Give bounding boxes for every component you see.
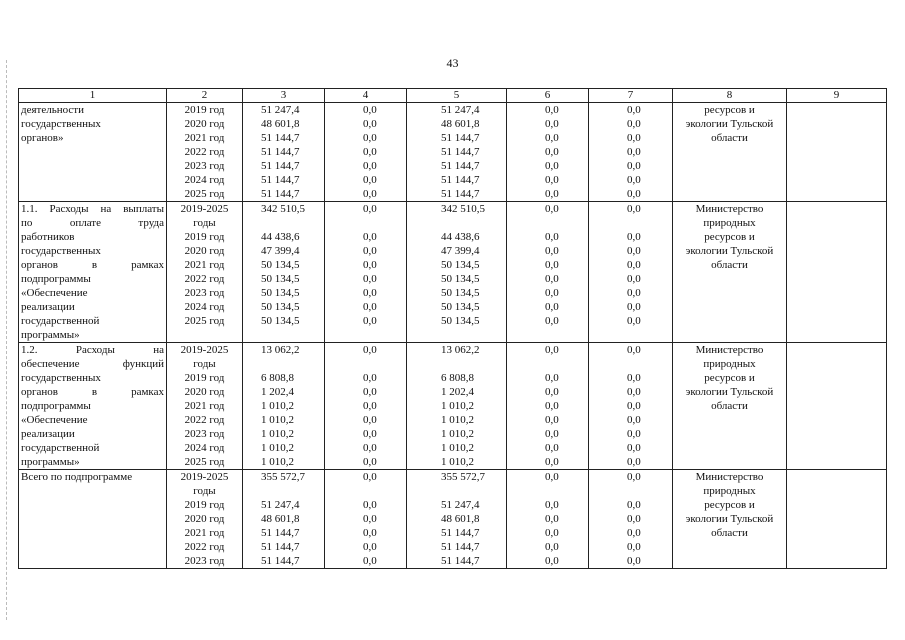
years-value: 2019 год bbox=[184, 231, 225, 243]
c4-value: 0,0 bbox=[363, 372, 377, 384]
row-name-line: государственной bbox=[21, 442, 100, 454]
header-col-5: 5 bbox=[407, 89, 507, 103]
c4-value: 0,0 bbox=[363, 428, 377, 440]
c6-value: 0,0 bbox=[545, 372, 559, 384]
years-value: 2020 год bbox=[184, 513, 225, 525]
c5-value: 50 134,5 bbox=[441, 315, 480, 327]
c4-value: 0,0 bbox=[363, 174, 377, 186]
c7-value: 0,0 bbox=[627, 287, 641, 299]
executor-line: области bbox=[711, 259, 748, 271]
years-value: 2022 год bbox=[184, 146, 225, 158]
local-funding-cell bbox=[507, 470, 589, 569]
c4-value bbox=[363, 484, 404, 498]
header-col-9: 9 bbox=[787, 89, 887, 103]
c6-value: 0,0 bbox=[545, 287, 559, 299]
executor-line: экологии Тульской bbox=[685, 386, 774, 398]
c7-value: 0,0 bbox=[627, 428, 641, 440]
c3-value: 51 144,7 bbox=[261, 541, 300, 553]
c3-value: 50 134,5 bbox=[261, 287, 300, 299]
c6-value: 0,0 bbox=[545, 104, 559, 116]
c7-value: 0,0 bbox=[627, 344, 641, 356]
years-value: 2021 год bbox=[184, 259, 225, 271]
c4-value: 0,0 bbox=[363, 527, 377, 539]
c6-value: 0,0 bbox=[545, 245, 559, 257]
executor-line: области bbox=[711, 400, 748, 412]
row-name-line: государственной bbox=[21, 315, 100, 327]
c7-value: 0,0 bbox=[627, 104, 641, 116]
executor-line: Министерство bbox=[695, 203, 764, 215]
c6-value bbox=[545, 216, 586, 230]
c3-value: 51 247,4 bbox=[261, 499, 300, 511]
c5-value: 50 134,5 bbox=[441, 273, 480, 285]
federal-funding-cell bbox=[325, 103, 407, 202]
c6-value: 0,0 bbox=[545, 118, 559, 130]
c6-value: 0,0 bbox=[545, 428, 559, 440]
years-value: 2024 год bbox=[184, 442, 225, 454]
c6-value: 0,0 bbox=[545, 414, 559, 426]
header-col-8: 8 bbox=[673, 89, 787, 103]
years-value: 2025 год bbox=[184, 315, 225, 327]
c4-value: 0,0 bbox=[363, 555, 377, 567]
c3-value: 1 010,2 bbox=[261, 456, 294, 468]
c7-value: 0,0 bbox=[627, 442, 641, 454]
years-value: годы bbox=[193, 485, 216, 497]
c5-value: 47 399,4 bbox=[441, 245, 480, 257]
c3-value: 50 134,5 bbox=[261, 315, 300, 327]
notes-cell bbox=[787, 470, 887, 569]
c7-value: 0,0 bbox=[627, 259, 641, 271]
period-cell bbox=[167, 202, 243, 343]
executor-line: природных bbox=[703, 217, 756, 229]
table-body bbox=[19, 103, 887, 569]
c4-value: 0,0 bbox=[363, 400, 377, 412]
c5-value bbox=[441, 216, 504, 230]
c4-value: 0,0 bbox=[363, 541, 377, 553]
years-value: 2021 год bbox=[184, 132, 225, 144]
c6-value: 0,0 bbox=[545, 344, 559, 356]
row-name-line: государственных bbox=[21, 118, 101, 130]
c7-value: 0,0 bbox=[627, 273, 641, 285]
c7-value: 0,0 bbox=[627, 231, 641, 243]
c7-value: 0,0 bbox=[627, 414, 641, 426]
total-funding-cell bbox=[243, 470, 325, 569]
page-number: 43 bbox=[446, 56, 459, 70]
regional-funding-cell bbox=[407, 343, 507, 470]
header-col-2: 2 bbox=[167, 89, 243, 103]
c4-value: 0,0 bbox=[363, 344, 377, 356]
executor-line: Министерство bbox=[695, 471, 764, 483]
c5-value: 1 010,2 bbox=[441, 414, 474, 426]
extra-funding-cell bbox=[589, 103, 673, 202]
c3-value: 50 134,5 bbox=[261, 259, 300, 271]
c4-value: 0,0 bbox=[363, 414, 377, 426]
c3-value: 51 144,7 bbox=[261, 174, 300, 186]
c6-value: 0,0 bbox=[545, 315, 559, 327]
years-value: 2021 год bbox=[184, 527, 225, 539]
years-value: 2022 год bbox=[184, 414, 225, 426]
row-name-line: государственных bbox=[21, 245, 101, 257]
row-name-line: 1.1. Расходы на выплаты bbox=[21, 203, 164, 215]
c7-value: 0,0 bbox=[627, 188, 641, 200]
executor-line: экологии Тульской bbox=[685, 513, 774, 525]
header-col-3: 3 bbox=[243, 89, 325, 103]
c3-value: 51 247,4 bbox=[261, 104, 300, 116]
row-name-line: реализации bbox=[21, 301, 75, 313]
c7-value: 0,0 bbox=[627, 499, 641, 511]
c7-value: 0,0 bbox=[627, 386, 641, 398]
row-name-line: деятельности bbox=[21, 104, 84, 116]
c7-value: 0,0 bbox=[627, 372, 641, 384]
c3-value: 355 572,7 bbox=[261, 471, 305, 483]
executor-line: области bbox=[711, 132, 748, 144]
c5-value: 13 062,2 bbox=[441, 344, 480, 356]
c3-value: 6 808,8 bbox=[261, 372, 294, 384]
c3-value: 1 202,4 bbox=[261, 386, 294, 398]
c5-value: 50 134,5 bbox=[441, 301, 480, 313]
executor-line: Министерство bbox=[695, 344, 764, 356]
c3-value: 44 438,6 bbox=[261, 231, 300, 243]
c7-value: 0,0 bbox=[627, 132, 641, 144]
row-name-line: работников bbox=[21, 231, 75, 243]
row-name-cell bbox=[19, 103, 167, 202]
c5-value: 51 144,7 bbox=[441, 146, 480, 158]
c5-value bbox=[441, 357, 504, 371]
c6-value: 0,0 bbox=[545, 456, 559, 468]
c3-value: 342 510,5 bbox=[261, 203, 305, 215]
c6-value: 0,0 bbox=[545, 203, 559, 215]
row-name-line: органов» bbox=[21, 132, 64, 144]
c5-value: 1 202,4 bbox=[441, 386, 474, 398]
row-name-line: подпрограммы bbox=[21, 273, 91, 285]
c4-value: 0,0 bbox=[363, 513, 377, 525]
row-name-line: органов в рамках bbox=[21, 386, 164, 398]
row-name-line: «Обеспечение bbox=[21, 287, 88, 299]
c3-value: 48 601,8 bbox=[261, 118, 300, 130]
c3-value: 48 601,8 bbox=[261, 513, 300, 525]
federal-funding-cell bbox=[325, 343, 407, 470]
years-value: 2024 год bbox=[184, 301, 225, 313]
c4-value: 0,0 bbox=[363, 386, 377, 398]
local-funding-cell bbox=[507, 202, 589, 343]
c6-value: 0,0 bbox=[545, 499, 559, 511]
c4-value: 0,0 bbox=[363, 118, 377, 130]
header-col-7: 7 bbox=[589, 89, 673, 103]
c7-value bbox=[627, 484, 670, 498]
c5-value: 51 247,4 bbox=[441, 499, 480, 511]
c3-value bbox=[261, 216, 322, 230]
c5-value: 44 438,6 bbox=[441, 231, 480, 243]
c4-value bbox=[363, 357, 404, 371]
years-value: 2023 год bbox=[184, 287, 225, 299]
c6-value: 0,0 bbox=[545, 513, 559, 525]
years-value: годы bbox=[193, 358, 216, 370]
table-row bbox=[19, 470, 887, 569]
regional-funding-cell bbox=[407, 470, 507, 569]
c7-value: 0,0 bbox=[627, 513, 641, 525]
extra-funding-cell bbox=[589, 202, 673, 343]
c4-value: 0,0 bbox=[363, 259, 377, 271]
years-value: 2019 год bbox=[184, 499, 225, 511]
c6-value: 0,0 bbox=[545, 132, 559, 144]
c5-value: 51 144,7 bbox=[441, 132, 480, 144]
c7-value: 0,0 bbox=[627, 301, 641, 313]
c3-value: 51 144,7 bbox=[261, 188, 300, 200]
c7-value: 0,0 bbox=[627, 118, 641, 130]
years-value: 2023 год bbox=[184, 160, 225, 172]
local-funding-cell bbox=[507, 103, 589, 202]
years-value: 2019-2025 bbox=[180, 203, 229, 215]
c7-value: 0,0 bbox=[627, 527, 641, 539]
c4-value: 0,0 bbox=[363, 315, 377, 327]
c7-value: 0,0 bbox=[627, 555, 641, 567]
c6-value: 0,0 bbox=[545, 146, 559, 158]
c4-value: 0,0 bbox=[363, 273, 377, 285]
years-value: 2022 год bbox=[184, 541, 225, 553]
federal-funding-cell bbox=[325, 202, 407, 343]
c3-value: 51 144,7 bbox=[261, 555, 300, 567]
row-name-line: программы» bbox=[21, 329, 80, 341]
c3-value: 51 144,7 bbox=[261, 146, 300, 158]
years-value: 2019-2025 bbox=[180, 471, 229, 483]
executor-line: ресурсов и bbox=[704, 372, 755, 384]
notes-cell bbox=[787, 103, 887, 202]
c6-value bbox=[545, 484, 586, 498]
row-name-cell bbox=[19, 470, 167, 569]
c4-value: 0,0 bbox=[363, 146, 377, 158]
executor-line: экологии Тульской bbox=[685, 118, 774, 130]
c6-value: 0,0 bbox=[545, 400, 559, 412]
c5-value: 1 010,2 bbox=[441, 442, 474, 454]
c4-value: 0,0 bbox=[363, 160, 377, 172]
header-col-1: 1 bbox=[19, 89, 167, 103]
regional-funding-cell bbox=[407, 103, 507, 202]
table-row bbox=[19, 202, 887, 343]
header-col-6: 6 bbox=[507, 89, 589, 103]
budget-table bbox=[18, 88, 887, 569]
table-row bbox=[19, 343, 887, 470]
notes-cell bbox=[787, 202, 887, 343]
years-value: 2023 год bbox=[184, 428, 225, 440]
c4-value: 0,0 bbox=[363, 104, 377, 116]
c6-value: 0,0 bbox=[545, 231, 559, 243]
executor-line: ресурсов и bbox=[704, 104, 755, 116]
c5-value: 48 601,8 bbox=[441, 513, 480, 525]
c7-value: 0,0 bbox=[627, 245, 641, 257]
c6-value: 0,0 bbox=[545, 555, 559, 567]
c3-value: 1 010,2 bbox=[261, 428, 294, 440]
row-name-line: государственных bbox=[21, 372, 101, 384]
years-value: 2025 год bbox=[184, 188, 225, 200]
c5-value: 51 144,7 bbox=[441, 527, 480, 539]
c6-value bbox=[545, 357, 586, 371]
row-name-line: «Обеспечение bbox=[21, 414, 88, 426]
c7-value: 0,0 bbox=[627, 541, 641, 553]
c7-value: 0,0 bbox=[627, 400, 641, 412]
c3-value: 50 134,5 bbox=[261, 273, 300, 285]
c6-value: 0,0 bbox=[545, 527, 559, 539]
years-value: 2020 год bbox=[184, 386, 225, 398]
c6-value: 0,0 bbox=[545, 471, 559, 483]
c4-value: 0,0 bbox=[363, 471, 377, 483]
period-cell bbox=[167, 103, 243, 202]
header-col-4: 4 bbox=[325, 89, 407, 103]
c5-value: 51 144,7 bbox=[441, 160, 480, 172]
c5-value: 1 010,2 bbox=[441, 400, 474, 412]
c6-value: 0,0 bbox=[545, 259, 559, 271]
extra-funding-cell bbox=[589, 470, 673, 569]
c4-value: 0,0 bbox=[363, 442, 377, 454]
c5-value: 1 010,2 bbox=[441, 456, 474, 468]
c7-value bbox=[627, 216, 670, 230]
years-value: 2019-2025 bbox=[180, 344, 229, 356]
local-funding-cell bbox=[507, 343, 589, 470]
notes-cell bbox=[787, 343, 887, 470]
c5-value: 51 144,7 bbox=[441, 555, 480, 567]
c5-value: 51 144,7 bbox=[441, 174, 480, 186]
c3-value: 50 134,5 bbox=[261, 301, 300, 313]
c4-value: 0,0 bbox=[363, 231, 377, 243]
c5-value: 342 510,5 bbox=[441, 203, 485, 215]
executor-line: ресурсов и bbox=[704, 231, 755, 243]
years-value: 2023 год bbox=[184, 555, 225, 567]
federal-funding-cell bbox=[325, 470, 407, 569]
years-value: 2022 год bbox=[184, 273, 225, 285]
c4-value: 0,0 bbox=[363, 301, 377, 313]
c4-value: 0,0 bbox=[363, 132, 377, 144]
c5-value bbox=[441, 484, 504, 498]
c3-value bbox=[261, 484, 322, 498]
c7-value: 0,0 bbox=[627, 146, 641, 158]
c7-value bbox=[627, 357, 670, 371]
years-value: 2024 год bbox=[184, 174, 225, 186]
row-name-cell bbox=[19, 202, 167, 343]
row-name-line: органов в рамках bbox=[21, 259, 164, 271]
scan-margin-line bbox=[6, 60, 8, 620]
c4-value: 0,0 bbox=[363, 203, 377, 215]
executor-line: области bbox=[711, 527, 748, 539]
years-value: 2020 год bbox=[184, 245, 225, 257]
c7-value: 0,0 bbox=[627, 456, 641, 468]
c3-value: 51 144,7 bbox=[261, 132, 300, 144]
c3-value: 51 144,7 bbox=[261, 160, 300, 172]
c6-value: 0,0 bbox=[545, 541, 559, 553]
total-funding-cell bbox=[243, 343, 325, 470]
executor-line: природных bbox=[703, 485, 756, 497]
c6-value: 0,0 bbox=[545, 174, 559, 186]
row-name-line: программы» bbox=[21, 456, 80, 468]
c5-value: 51 144,7 bbox=[441, 188, 480, 200]
row-name-line: Всего по подпрограмме bbox=[21, 471, 133, 483]
c7-value: 0,0 bbox=[627, 203, 641, 215]
years-value: 2021 год bbox=[184, 400, 225, 412]
c6-value: 0,0 bbox=[545, 442, 559, 454]
c7-value: 0,0 bbox=[627, 471, 641, 483]
c3-value: 13 062,2 bbox=[261, 344, 300, 356]
c6-value: 0,0 bbox=[545, 386, 559, 398]
row-name-line: 1.2. Расходы на bbox=[21, 344, 164, 356]
executor-cell bbox=[673, 470, 787, 569]
years-value: 2025 год bbox=[184, 456, 225, 468]
c4-value: 0,0 bbox=[363, 287, 377, 299]
c3-value bbox=[261, 357, 322, 371]
regional-funding-cell bbox=[407, 202, 507, 343]
row-name-line: обеспечение функций bbox=[21, 358, 164, 370]
c5-value: 1 010,2 bbox=[441, 428, 474, 440]
c3-value: 51 144,7 bbox=[261, 527, 300, 539]
extra-funding-cell bbox=[589, 343, 673, 470]
c5-value: 51 247,4 bbox=[441, 104, 480, 116]
c3-value: 1 010,2 bbox=[261, 400, 294, 412]
table-row bbox=[19, 103, 887, 202]
c6-value: 0,0 bbox=[545, 273, 559, 285]
c4-value: 0,0 bbox=[363, 456, 377, 468]
row-name-line: реализации bbox=[21, 428, 75, 440]
c5-value: 6 808,8 bbox=[441, 372, 474, 384]
c3-value: 1 010,2 bbox=[261, 442, 294, 454]
years-value: 2019 год bbox=[184, 104, 225, 116]
executor-line: природных bbox=[703, 358, 756, 370]
row-name-cell bbox=[19, 343, 167, 470]
header-row bbox=[19, 89, 887, 103]
c5-value: 51 144,7 bbox=[441, 541, 480, 553]
c7-value: 0,0 bbox=[627, 174, 641, 186]
executor-cell bbox=[673, 202, 787, 343]
executor-cell bbox=[673, 103, 787, 202]
period-cell bbox=[167, 343, 243, 470]
c4-value: 0,0 bbox=[363, 245, 377, 257]
c6-value: 0,0 bbox=[545, 160, 559, 172]
row-name-line: подпрограммы bbox=[21, 400, 91, 412]
c4-value bbox=[363, 216, 404, 230]
total-funding-cell bbox=[243, 202, 325, 343]
years-value: 2020 год bbox=[184, 118, 225, 130]
executor-cell bbox=[673, 343, 787, 470]
years-value: 2019 год bbox=[184, 372, 225, 384]
c5-value: 48 601,8 bbox=[441, 118, 480, 130]
period-cell bbox=[167, 470, 243, 569]
total-funding-cell bbox=[243, 103, 325, 202]
c5-value: 50 134,5 bbox=[441, 259, 480, 271]
c3-value: 1 010,2 bbox=[261, 414, 294, 426]
c5-value: 355 572,7 bbox=[441, 471, 485, 483]
years-value: годы bbox=[193, 217, 216, 229]
row-name-line: по оплате труда bbox=[21, 217, 164, 229]
c6-value: 0,0 bbox=[545, 188, 559, 200]
c7-value: 0,0 bbox=[627, 315, 641, 327]
c7-value: 0,0 bbox=[627, 160, 641, 172]
c5-value: 50 134,5 bbox=[441, 287, 480, 299]
executor-line: ресурсов и bbox=[704, 499, 755, 511]
c3-value: 47 399,4 bbox=[261, 245, 300, 257]
executor-line: экологии Тульской bbox=[685, 245, 774, 257]
c4-value: 0,0 bbox=[363, 499, 377, 511]
c4-value: 0,0 bbox=[363, 188, 377, 200]
c6-value: 0,0 bbox=[545, 301, 559, 313]
